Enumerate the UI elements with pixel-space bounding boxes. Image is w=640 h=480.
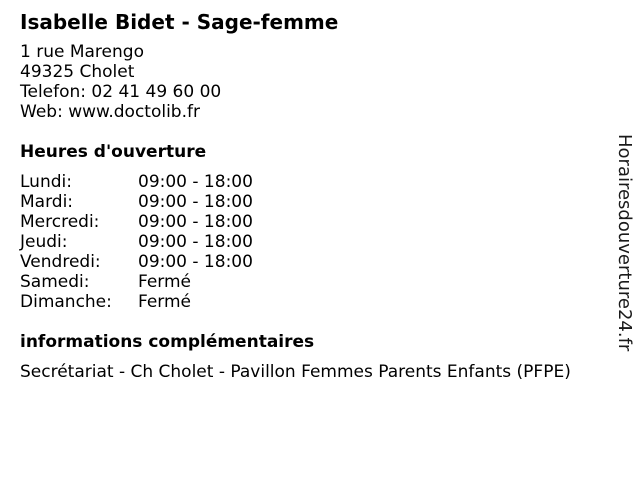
day-label: Mercredi: (20, 212, 100, 232)
website: Web: www.doctolib.fr (20, 102, 200, 122)
address-block (20, 42, 610, 122)
hours-value: Fermé (138, 292, 192, 312)
hours-row-friday (20, 252, 610, 272)
hours-row-sunday (20, 292, 610, 312)
additional-info-heading: informations complémentaires (20, 332, 315, 352)
day-label: Jeudi: (20, 232, 68, 252)
hours-row-saturday (20, 272, 610, 292)
opening-hours-list (20, 172, 610, 312)
hours-row-tuesday (20, 192, 610, 212)
hours-value: 09:00 - 18:00 (138, 172, 253, 192)
business-title: Isabelle Bidet - Sage-femme (20, 10, 339, 34)
city-postal-code: 49325 Cholet (20, 62, 135, 82)
hours-value: Fermé (138, 272, 192, 292)
hours-value: 09:00 - 18:00 (138, 252, 253, 272)
hours-row-wednesday (20, 212, 610, 232)
additional-info-text: Secrétariat - Ch Cholet - Pavillon Femmes Parents Enfants (PFPE) (20, 362, 571, 382)
phone-number: Telefon: 02 41 49 60 00 (20, 82, 222, 102)
hours-value: 09:00 - 18:00 (138, 192, 253, 212)
day-label: Mardi: (20, 192, 74, 212)
site-watermark: Horairesdouverture24.fr (614, 134, 635, 352)
opening-hours-heading: Heures d'ouverture (20, 142, 207, 162)
hours-value: 09:00 - 18:00 (138, 232, 253, 252)
day-label: Dimanche: (20, 292, 112, 312)
hours-row-monday (20, 172, 610, 192)
day-label: Lundi: (20, 172, 72, 192)
hours-value: 09:00 - 18:00 (138, 212, 253, 232)
business-card (20, 10, 610, 382)
day-label: Samedi: (20, 272, 90, 292)
day-label: Vendredi: (20, 252, 101, 272)
hours-row-thursday (20, 232, 610, 252)
street-address: 1 rue Marengo (20, 42, 144, 62)
